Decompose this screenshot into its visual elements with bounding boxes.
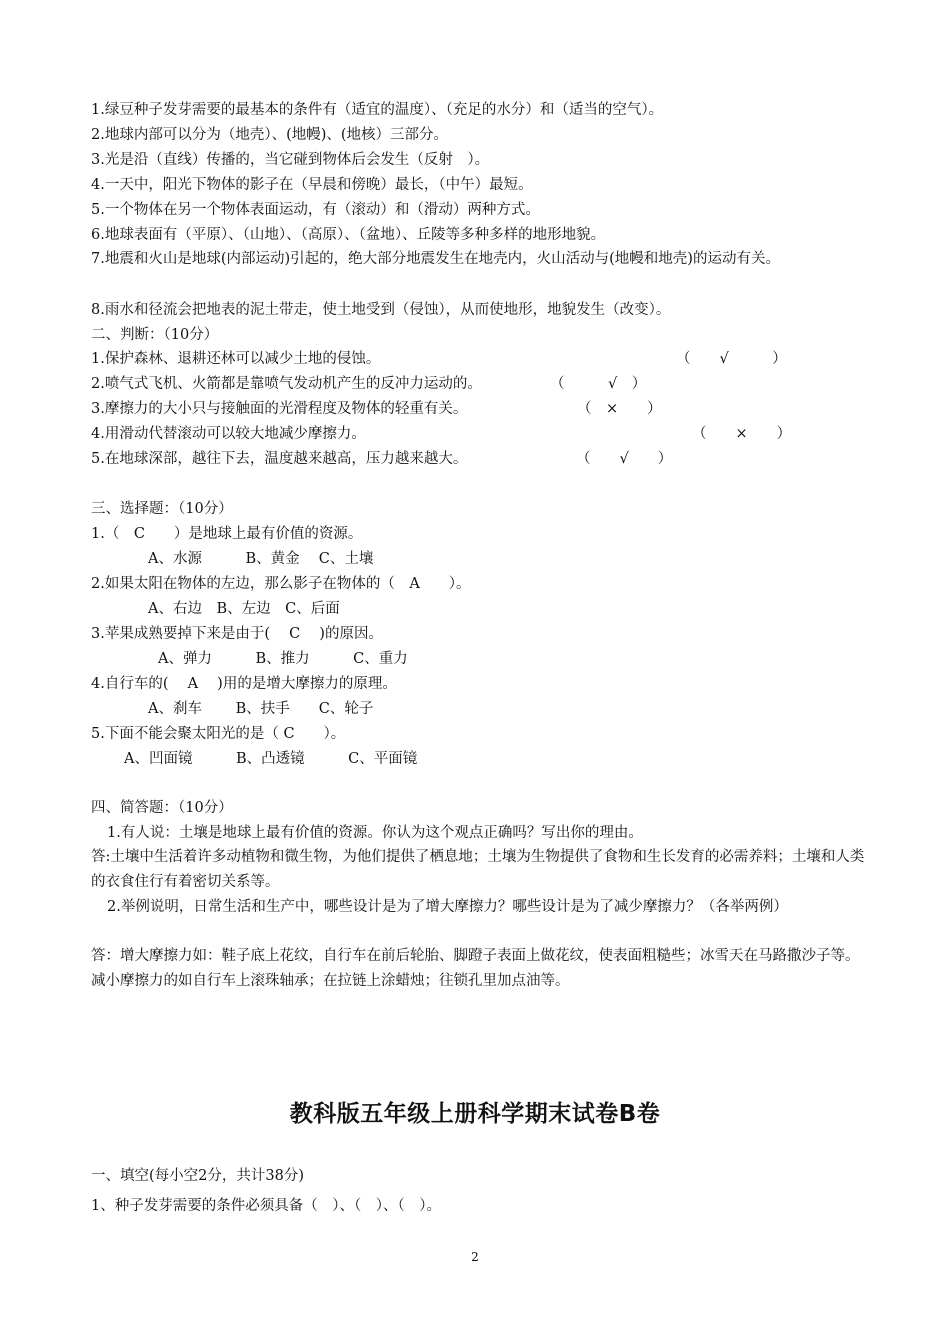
judgment-item-3: 3.摩擦力的大小只与接触面的光滑程度及物体的轻重有关。	[91, 401, 468, 417]
page-number: 2	[471, 1250, 479, 1264]
judgment-item-4: 4.用滑动代替滚动可以较大地减少摩擦力。	[91, 426, 366, 442]
choice-question-4: 4.自行车的( A )用的是增大摩擦力的原理。	[91, 676, 397, 692]
fill-answer-1: 1.绿豆种子发芽需要的最基本的条件有（适宜的温度）、（充足的水分）和（适当的空气）。	[91, 102, 664, 118]
fill-answer-8: 8.雨水和径流会把地表的泥土带走，使土地受到（侵蚀），从而使地形，地貌发生（改变）。	[91, 302, 671, 318]
choice-options-1: A、水源 B、黄金 C、土壤	[148, 551, 374, 567]
fill-answer-5: 5.一个物体在另一个物体表面运动，有（滚动）和（滑动）两种方式。	[91, 202, 540, 218]
choice-options-2: A、右边 B、左边 C、后面	[148, 601, 340, 617]
exam-b-title: 教科版五年级上册科学期末试卷B卷	[289, 1101, 661, 1127]
short-answer-heading: 四、简答题：（10分）	[91, 800, 233, 816]
choice-heading: 三、选择题：（10分）	[91, 501, 233, 517]
choice-options-5: A、凹面镜 B、凸透镜 C、平面镜	[124, 751, 418, 767]
fill-answer-2: 2.地球内部可以分为（地壳）、(地幔)、(地核）三部分。	[91, 127, 449, 143]
judgment-mark-3: （ × ）	[577, 401, 662, 417]
fill-answer-7: 7.地震和火山是地球(内部运动)引起的，绝大部分地震发生在地壳内，火山活动与(地幔和地壳)的运动有关。	[91, 251, 780, 267]
judgment-item-2: 2.喷气式飞机、火箭都是靠喷气发动机产生的反冲力运动的。	[91, 376, 482, 392]
judgment-item-5: 5.在地球深部，越往下去，温度越来越高，压力越来越大。	[91, 451, 468, 467]
short-answer-answer-2: 答：增大摩擦力如：鞋子底上花纹，自行车在前后轮胎、脚蹬子表面上做花纹，使表面粗糙些；冰雪天在马路撒沙子等。减小摩擦力的如自行车上滚珠轴承；在拉链上涂蜡烛；往锁孔里加点油等。	[91, 948, 860, 989]
exam-b-section-heading: 一、填空(每小空2分，共计38分)	[91, 1168, 304, 1184]
choice-options-4: A、刹车 B、扶手 C、轮子	[148, 701, 374, 717]
choice-question-3: 3.苹果成熟要掉下来是由于( C )的原因。	[91, 626, 383, 642]
choice-question-2: 2.如果太阳在物体的左边，那么影子在物体的（ A ）。	[91, 576, 471, 592]
choice-question-1: 1.（ C ）是地球上最有价值的资源。	[91, 526, 363, 542]
judgment-heading: 二、判断：（10分）	[91, 327, 219, 343]
judgment-mark-4: （ × ）	[692, 426, 792, 442]
judgment-item-1: 1.保护森林、退耕还林可以减少土地的侵蚀。	[91, 351, 381, 367]
judgment-mark-2: （ √ ）	[550, 376, 647, 392]
judgment-mark-1: （ √ ）	[676, 351, 787, 367]
fill-answer-4: 4.一天中，阳光下物体的影子在（早晨和傍晚）最长，（中午）最短。	[91, 177, 533, 193]
exam-b-question-1: 1、种子发芽需要的条件必须具备（ ）、（ ）、（ ）。	[91, 1198, 441, 1214]
judgment-mark-5: （ √ ）	[576, 451, 673, 467]
choice-question-5: 5.下面不能会聚太阳光的是（ C ）。	[91, 726, 346, 742]
choice-options-3: A、弹力 B、推力 C、重力	[158, 651, 408, 667]
fill-answer-3: 3.光是沿（直线）传播的，当它碰到物体后会发生（反射 ）。	[91, 152, 490, 168]
short-answer-answer-1: 答:土壤中生活着许多动植物和微生物，为他们提供了栖息地；土壤为生物提供了食物和生长发育的必需养料；土壤和人类的衣食住行有着密切关系等。	[91, 849, 865, 890]
fill-answer-6: 6.地球表面有（平原）、（山地）、（高原）、（盆地）、丘陵等多种多样的地形地貌。	[91, 227, 606, 243]
short-answer-question-1: 1.有人说：土壤是地球上最有价值的资源。你认为这个观点正确吗？写出你的理由。	[107, 825, 643, 841]
short-answer-question-2: 2.举例说明，日常生活和生产中，哪些设计是为了增大摩擦力？哪些设计是为了减少摩擦力？（各举两例）	[107, 899, 788, 915]
